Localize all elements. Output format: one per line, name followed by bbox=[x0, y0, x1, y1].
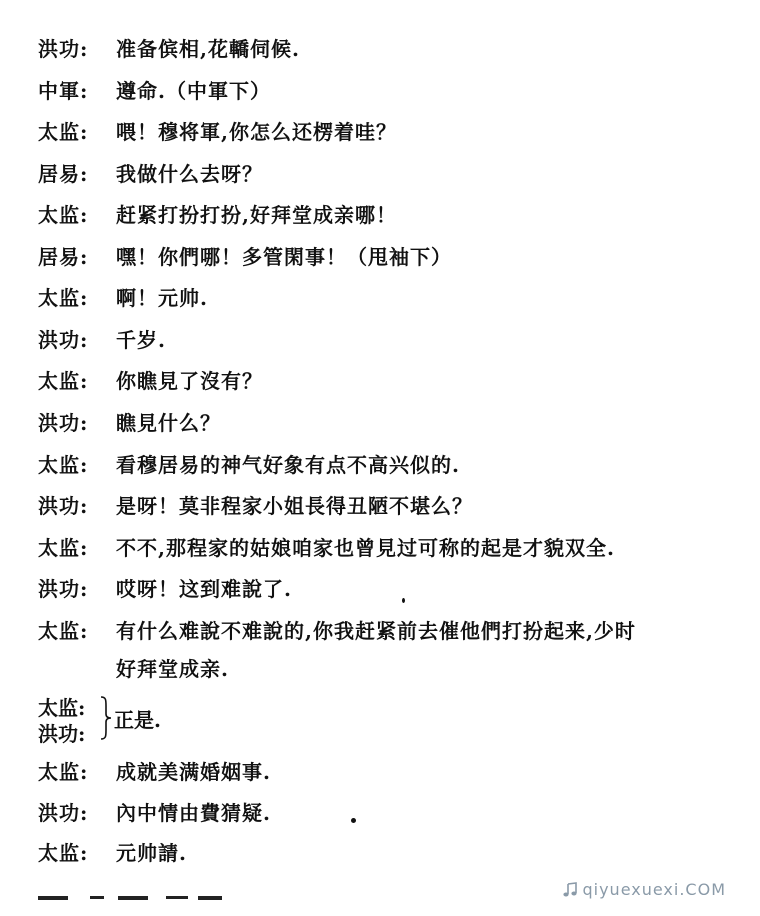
dialogue-line bbox=[38, 364, 263, 394]
speaker-name: 太监: bbox=[38, 452, 89, 477]
speaker-name: 太监: bbox=[38, 618, 89, 643]
watermark bbox=[562, 880, 726, 899]
speaker-name: 太监: bbox=[38, 535, 89, 560]
dialogue-text: 是呀！莫非程家小姐長得丑陋不堪么？ bbox=[116, 493, 473, 518]
dialogue-line bbox=[38, 572, 292, 602]
dialogue-text: 元帅請. bbox=[116, 840, 187, 865]
dialogue-text: 有什么难說不难說的,你我赶紧前去催他們打扮起来,少时 bbox=[116, 618, 636, 643]
dialogue-line bbox=[38, 489, 473, 519]
speaker-name: 居易: bbox=[38, 244, 89, 269]
speaker-name: 太监: bbox=[38, 119, 89, 144]
brace-icon bbox=[98, 696, 112, 740]
dialogue-line bbox=[38, 115, 397, 145]
music-note-icon bbox=[562, 882, 578, 898]
dialogue-text: 內中情由費猜疑. bbox=[116, 800, 271, 825]
dialogue-continuation bbox=[116, 652, 229, 682]
dialogue-text: 我做什么去呀？ bbox=[116, 161, 263, 186]
dialogue-line bbox=[38, 531, 615, 561]
speaker-name: 居易: bbox=[38, 161, 89, 186]
dialogue-line bbox=[38, 74, 271, 104]
dialogue-text: 你瞧見了沒有？ bbox=[116, 368, 263, 393]
speaker-name: 太监: bbox=[38, 840, 89, 865]
dialogue-line bbox=[38, 32, 300, 62]
dialogue-text: 不不,那程家的姑娘咱家也曾見过可称的起是才貌双全. bbox=[116, 535, 615, 560]
duet-speaker-1: 太监: bbox=[38, 696, 86, 720]
speaker-name: 太监: bbox=[38, 759, 89, 784]
dialogue-line bbox=[38, 157, 263, 187]
dialogue-text: 成就美满婚姻事. bbox=[116, 759, 271, 784]
dialogue-text: 准备傧相,花轎伺候. bbox=[116, 36, 300, 61]
speaker-name: 太监: bbox=[38, 368, 89, 393]
dialogue-line bbox=[38, 755, 271, 785]
dialogue-text: 赶紧打扮打扮,好拜堂成亲哪！ bbox=[116, 202, 397, 227]
dialogue-text: 遵命.（中軍下） bbox=[116, 78, 271, 103]
dialogue-text: 嘿！你們哪！多管閑事！（甩袖下） bbox=[116, 244, 452, 269]
speaker-name: 洪功: bbox=[38, 410, 89, 435]
dialogue-text: 看穆居易的神气好象有点不高兴似的. bbox=[116, 452, 460, 477]
continuation-text: 好拜堂成亲. bbox=[116, 656, 229, 681]
speaker-name: 太监: bbox=[38, 202, 89, 227]
speaker-name: 洪功: bbox=[38, 327, 89, 352]
dialogue-text: 哎呀！这到难說了. bbox=[116, 576, 292, 601]
speaker-name: 洪功: bbox=[38, 36, 89, 61]
dialogue-line bbox=[38, 406, 221, 436]
duet-text: 正是. bbox=[114, 708, 161, 732]
duet-speaker-2: 洪功: bbox=[38, 722, 86, 746]
speaker-name: 洪功: bbox=[38, 800, 89, 825]
dialogue-line bbox=[38, 240, 452, 270]
scan-speck bbox=[402, 598, 405, 603]
speaker-name: 洪功: bbox=[38, 493, 89, 518]
speaker-name: 洪功: bbox=[38, 576, 89, 601]
dialogue-line bbox=[38, 796, 271, 826]
dialogue-line bbox=[38, 198, 397, 228]
dialogue-line bbox=[38, 448, 460, 478]
dialogue-text: 瞧見什么？ bbox=[116, 410, 221, 435]
cut-off-line bbox=[38, 896, 258, 916]
dialogue-text: 喂！穆将軍,你怎么还楞着哇？ bbox=[116, 119, 397, 144]
dialogue-line bbox=[38, 281, 208, 311]
speaker-name: 太监: bbox=[38, 285, 89, 310]
dialogue-text: 千岁. bbox=[116, 327, 166, 352]
duet-line bbox=[38, 690, 238, 750]
dialogue-text: 啊！元帅. bbox=[116, 285, 208, 310]
dialogue-line bbox=[38, 614, 636, 644]
scan-speck bbox=[351, 818, 356, 823]
watermark-text: qiyuexuexi.COM bbox=[582, 880, 726, 899]
speaker-name: 中軍: bbox=[38, 78, 89, 103]
dialogue-line bbox=[38, 836, 187, 866]
dialogue-line bbox=[38, 323, 166, 353]
